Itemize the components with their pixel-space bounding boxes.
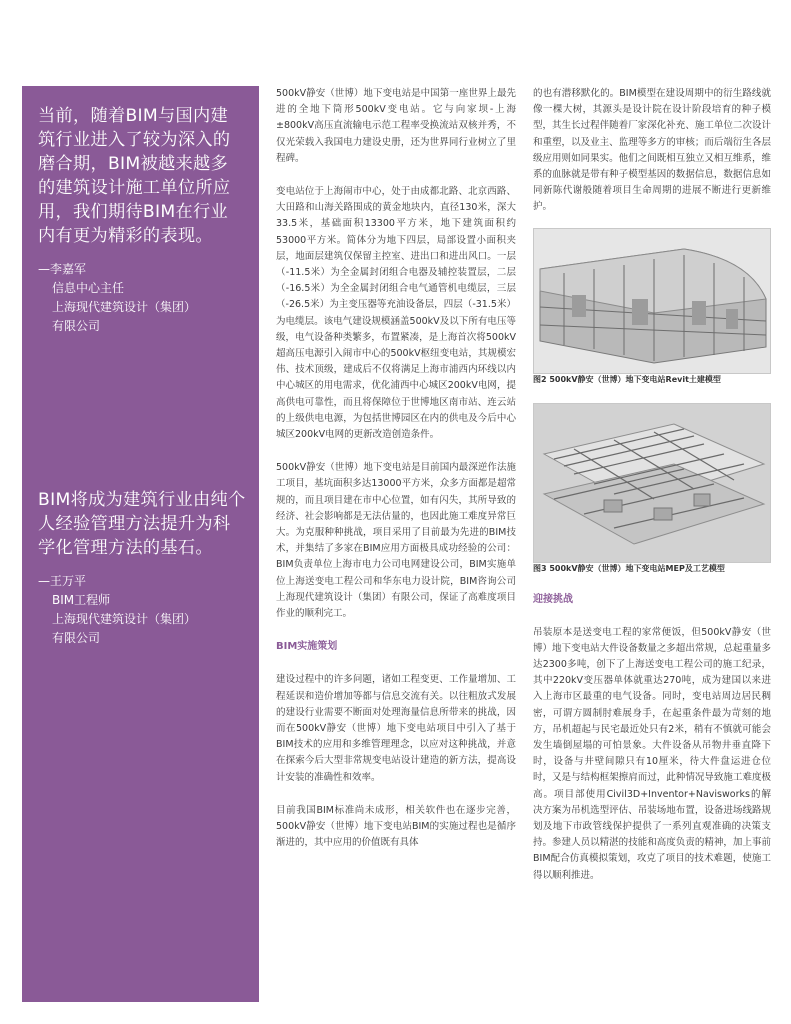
author-org-line2: 有限公司 bbox=[52, 319, 101, 333]
author-org-line2: 有限公司 bbox=[52, 631, 101, 645]
author-org: 上海现代建筑设计（集团） bbox=[52, 612, 197, 626]
figure-caption: 图3 500kV静安（世博）地下变电站MEP及工艺模型 bbox=[533, 563, 725, 573]
attribution-2 bbox=[38, 572, 247, 648]
author-title: 信息中心主任 bbox=[52, 281, 125, 295]
author-title: BIM工程师 bbox=[52, 593, 111, 607]
paragraph: 变电站位于上海闹市中心，处于由成都北路、北京西路、大田路和山海关路围成的黄金地块内，直径130米，深大33.5米，基础面积13300平方米，地下建筑面积约53000平方米。简体分为地下四层，局部设置小面积夹层，地面层建筑仅保留主控室、进出口和进出风口。一层（-11.5米）为全金属封闭组合电器及辅控装置层，二层（-16.5米）为全金属封闭组合电气通管机电缆层，三层（-26.5米）为主变压器等充油设备层，四层（-31.5米）为电缆层。该电气建设规模涵盖500kV及以下所有电压等级，电气设备种类繁多，布置紧凑，是上海首次将500kV超高压电源引入闹市中心的500kV枢纽变电站，其规模宏伟、技术顶级，建成后不仅将满足上海市浦西内环线以内中心城区的用电需求，优化浦西中心城区200kV电网，提高供电可靠性，而且将保障位于世博地区南市站、连云站的上级供电电源，为包括世博园区在内的供电及今后中心城区200kV电网的更新改造创造条件。 bbox=[276, 186, 516, 441]
pull-quote-1: 当前，随着BIM与国内建筑行业进入了较为深入的磨合期，BIM被越来越多的建筑设计施工单位所应用，我们期待BIM在行业内有更为精彩的表现。 bbox=[38, 106, 231, 246]
section-heading: BIM实施策划 bbox=[276, 641, 338, 653]
body-column-right bbox=[533, 86, 771, 901]
figure-caption: 图2 500kV静安（世博）地下变电站Revit土建模型 bbox=[533, 374, 721, 384]
paragraph: 500kV静安（世博）地下变电站是中国第一座世界上最先进的全地下筒形500kV变电站。它与向家坝-上海±800kV高压直流输电示范工程率受换流站双核并秀，不仅光荣载入我国电力建设史册，还为世界同行业树立了里程碑。 bbox=[276, 88, 516, 164]
paragraph: 的也有潜移默化的。BIM模型在建设周期中的衍生路线就像一棵大树，其源头是设计院在设计阶段培育的种子模型，其生长过程伴随着厂家深化补充、施工单位二次设计和重塑，以及业主、监理等多方的审核；而后端衍生各层级应用则如同果实。他们之间既相互独立又相互维系，维系的血脉就是带有种子模型基因的数据信息，数据信息如同新陈代谢般随着项目生命周期的进展不断进行更新维护。 bbox=[533, 88, 771, 213]
author-org: 上海现代建筑设计（集团） bbox=[52, 300, 197, 314]
mep-process-model-image bbox=[534, 404, 771, 563]
figure-mep-model bbox=[533, 403, 771, 563]
section-heading: 迎接挑战 bbox=[533, 593, 573, 605]
revit-structural-model-image bbox=[534, 229, 771, 374]
paragraph: 吊装原本是送变电工程的家常便饭，但500kV静安（世博）地下变电站大件设备数量之多超出常规，总起重量多达2300多吨，创下了上海送变电工程公司的施工纪录，其中220kV变压器单体就重达270吨，成为建国以来进入上海市区最重的电气设备。同时，变电站周边居民稠密，可谓方圆制肘难展身手，在起重条件最为苛刻的地方，吊机超起与民宅最近处只有2米，稍有不慎就可能会发生墙倒屋塌的可怕景象。大件设备从吊物井垂直降下时，设备与井壁间隙只有10厘米，待大件盘运进仓位时，又是与结构框架擦肩而过，此种情况导致施工难度极高。项目部使用Civil3D+Inventor+Navisworks的解决方案为吊机选型评估、吊装场地布置，设备进场线路规划及地下市政管线保护提供了一系列直观准确的决策支持。参建人员以精湛的技能和高度负责的精神，加上事前BIM配合仿真模拟策划，攻克了项目的技术难题，使施工得以顺利推进。 bbox=[533, 626, 771, 881]
pull-quote-2: BIM将成为建筑行业由纯个人经验管理方法提升为科学化管理方法的基石。 bbox=[38, 490, 246, 558]
figure-revit-model bbox=[533, 228, 771, 374]
body-column-middle bbox=[276, 86, 516, 868]
paragraph: 目前我国BIM标准尚未成形，相关软件也在逐步完善，500kV静安（世博）地下变电站BIM的实施过程也是循序渐进的，其中应用的价值既有具体 bbox=[276, 804, 516, 849]
quote-sidebar bbox=[22, 86, 259, 1002]
paragraph: 500kV静安（世博）地下变电站是目前国内最深逆作法施工项目，基坑面积多达13000平方米，众多方面都是超常规的，而且项目建在市中心位置，如有闪失，其所导致的经济、社会影响都是无法估量的，也因此施工难度异常巨大。为克服种种挑战，项目采用了目前最为先进的BIM技术，并集结了多家在BIM应用方面极具成功经验的公司：BIM负责单位上海市电力公司电网建设公司，BIM实施单位上海送变电工程公司和华东电力设计院，BIM咨询公司上海现代建筑设计（集团）有限公司，保证了高难度项目作业的顺利完工。 bbox=[276, 462, 516, 620]
author-name: —李嘉军 bbox=[38, 262, 87, 276]
paragraph: 建设过程中的许多问题，诸如工程变更、工作量增加、工程延误和造价增加等都与信息交流有关。以往粗放式发展的建设行业需要不断面对处理海量信息所带来的挑战，因而在500kV静安（世博）地下变电站项目中引入了基于BIM技术的应用和多维管理理念，以应对这种挑战，并意在探索今后大型非常规变电站设计建造的新方法，提高设计安装的准确性和效率。 bbox=[276, 674, 516, 783]
quote-block-2 bbox=[38, 488, 247, 648]
author-name: —王万平 bbox=[38, 574, 87, 588]
attribution-1 bbox=[38, 260, 243, 336]
